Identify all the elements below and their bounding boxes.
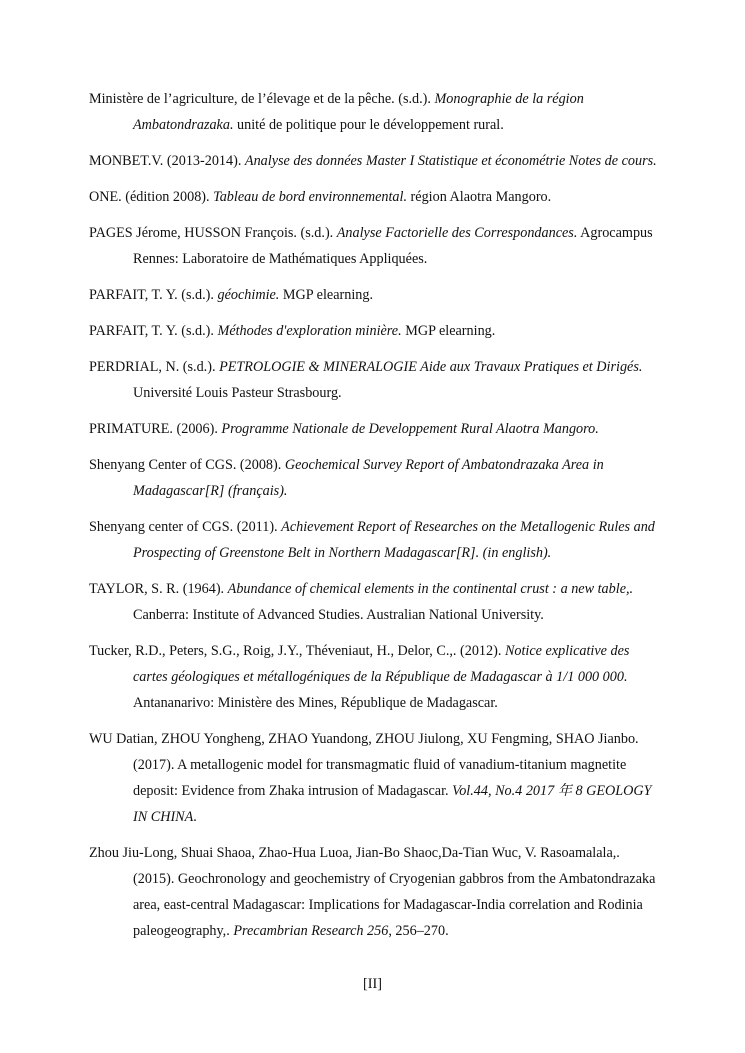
reference-entry [89,282,657,308]
reference-authors: PAGES Jérome, HUSSON François. (s.d.). [89,225,337,241]
reference-title: Programme Nationale de Developpement Rural Alaotra Mangoro. [221,421,599,437]
reference-authors: ONE. (édition 2008). [89,189,214,205]
reference-list [89,86,657,954]
reference-source: , 256–270. [388,923,449,939]
reference-title: Abundance of chemical elements in the continental crust : a new table,. [227,581,634,597]
reference-entry [89,184,657,210]
reference-entry [89,452,657,504]
reference-title: géochimie. [217,287,280,303]
reference-authors: Shenyang center of CGS. (2011). [89,519,282,535]
reference-source: Antananarivo: Ministère des Mines, République de Madagascar. [133,695,498,711]
reference-entry [89,416,657,442]
reference-source: région Alaotra Mangoro. [407,189,552,205]
reference-entry [89,148,657,174]
reference-authors: WU Datian, ZHOU Yongheng, ZHAO Yuandong, ZHOU Jiulong, XU Fengming, SHAO Jianbo. (2017). A metallogenic model for transmagmatic fluid of vanadium-titanium magnetite deposit: Evidence from Zhaka intrusion of Madagascar. [89,731,639,799]
reference-authors: PARFAIT, T. Y. (s.d.). [89,323,218,339]
reference-entry [89,576,657,628]
reference-title: Precambrian Research 256 [233,923,389,939]
reference-source: . [193,809,197,825]
reference-authors: Zhou Jiu-Long, Shuai Shaoa, Zhao-Hua Luoa, Jian-Bo Shaoc,Da-Tian Wuc, V. Rasoamalala,. (2015). Geochronology and geochemistry of Cryogenian gabbros from the Ambatondrazaka area, east-central Madagascar: Implications for Madagascar-India correlation and Rodinia paleogeography,. [89,845,656,939]
reference-authors: Shenyang Center of CGS. (2008). [89,457,285,473]
reference-entry [89,840,657,944]
reference-title: Méthodes d'exploration minière. [217,323,402,339]
reference-source: MGP elearning. [279,287,374,303]
reference-entry [89,726,657,830]
reference-source: Agrocampus Rennes: Laboratoire de Mathématiques Appliquées. [133,225,653,267]
reference-authors: TAYLOR, S. R. (1964). [89,581,228,597]
reference-entry [89,220,657,272]
reference-source: Canberra: Institute of Advanced Studies. Australian National University. [133,607,544,623]
reference-title: Monographie de la région Ambatondrazaka. [133,91,584,133]
reference-authors: PERDRIAL, N. (s.d.). [89,359,220,375]
reference-authors: PARFAIT, T. Y. (s.d.). [89,287,218,303]
reference-title: Geochemical Survey Report of Ambatondrazaka Area in Madagascar[R] (français). [133,457,604,499]
reference-authors: PRIMATURE. (2006). [89,421,222,437]
reference-source: Université Louis Pasteur Strasbourg. [133,385,342,401]
reference-entry [89,354,657,406]
reference-source: MGP elearning. [401,323,496,339]
reference-authors: Tucker, R.D., Peters, S.G., Roig, J.Y., Théveniaut, H., Delor, C.,. (2012). [89,643,505,659]
reference-entry [89,86,657,138]
reference-title: Vol.44, No.4 2017 年 8 GEOLOGY IN CHINA [133,783,652,825]
reference-authors: MONBET.V. (2013-2014). [89,153,245,169]
reference-source: unité de politique pour le développement rural. [233,117,504,133]
reference-title: Achievement Report of Researches on the Metallogenic Rules and Prospecting of Greenstone Belt in Northern Madagascar[R]. (in english). [133,519,655,561]
reference-entry [89,638,657,716]
reference-title: Analyse des données Master I Statistique et économétrie Notes de cours. [244,153,657,169]
reference-title: PETROLOGIE & MINERALOGIE Aide aux Travaux Pratiques et Dirigés. [219,359,643,375]
page-number: [II] [363,976,382,992]
reference-title: Notice explicative des cartes géologiques et métallogéniques de la République de Madagascar à 1/1 000 000. [133,643,630,685]
reference-title: Analyse Factorielle des Correspondances. [336,225,578,241]
reference-entry [89,514,657,566]
reference-title: Tableau de bord environnemental. [213,189,407,205]
reference-authors: Ministère de l’agriculture, de l’élevage et de la pêche. (s.d.). [89,91,435,107]
reference-entry [89,318,657,344]
